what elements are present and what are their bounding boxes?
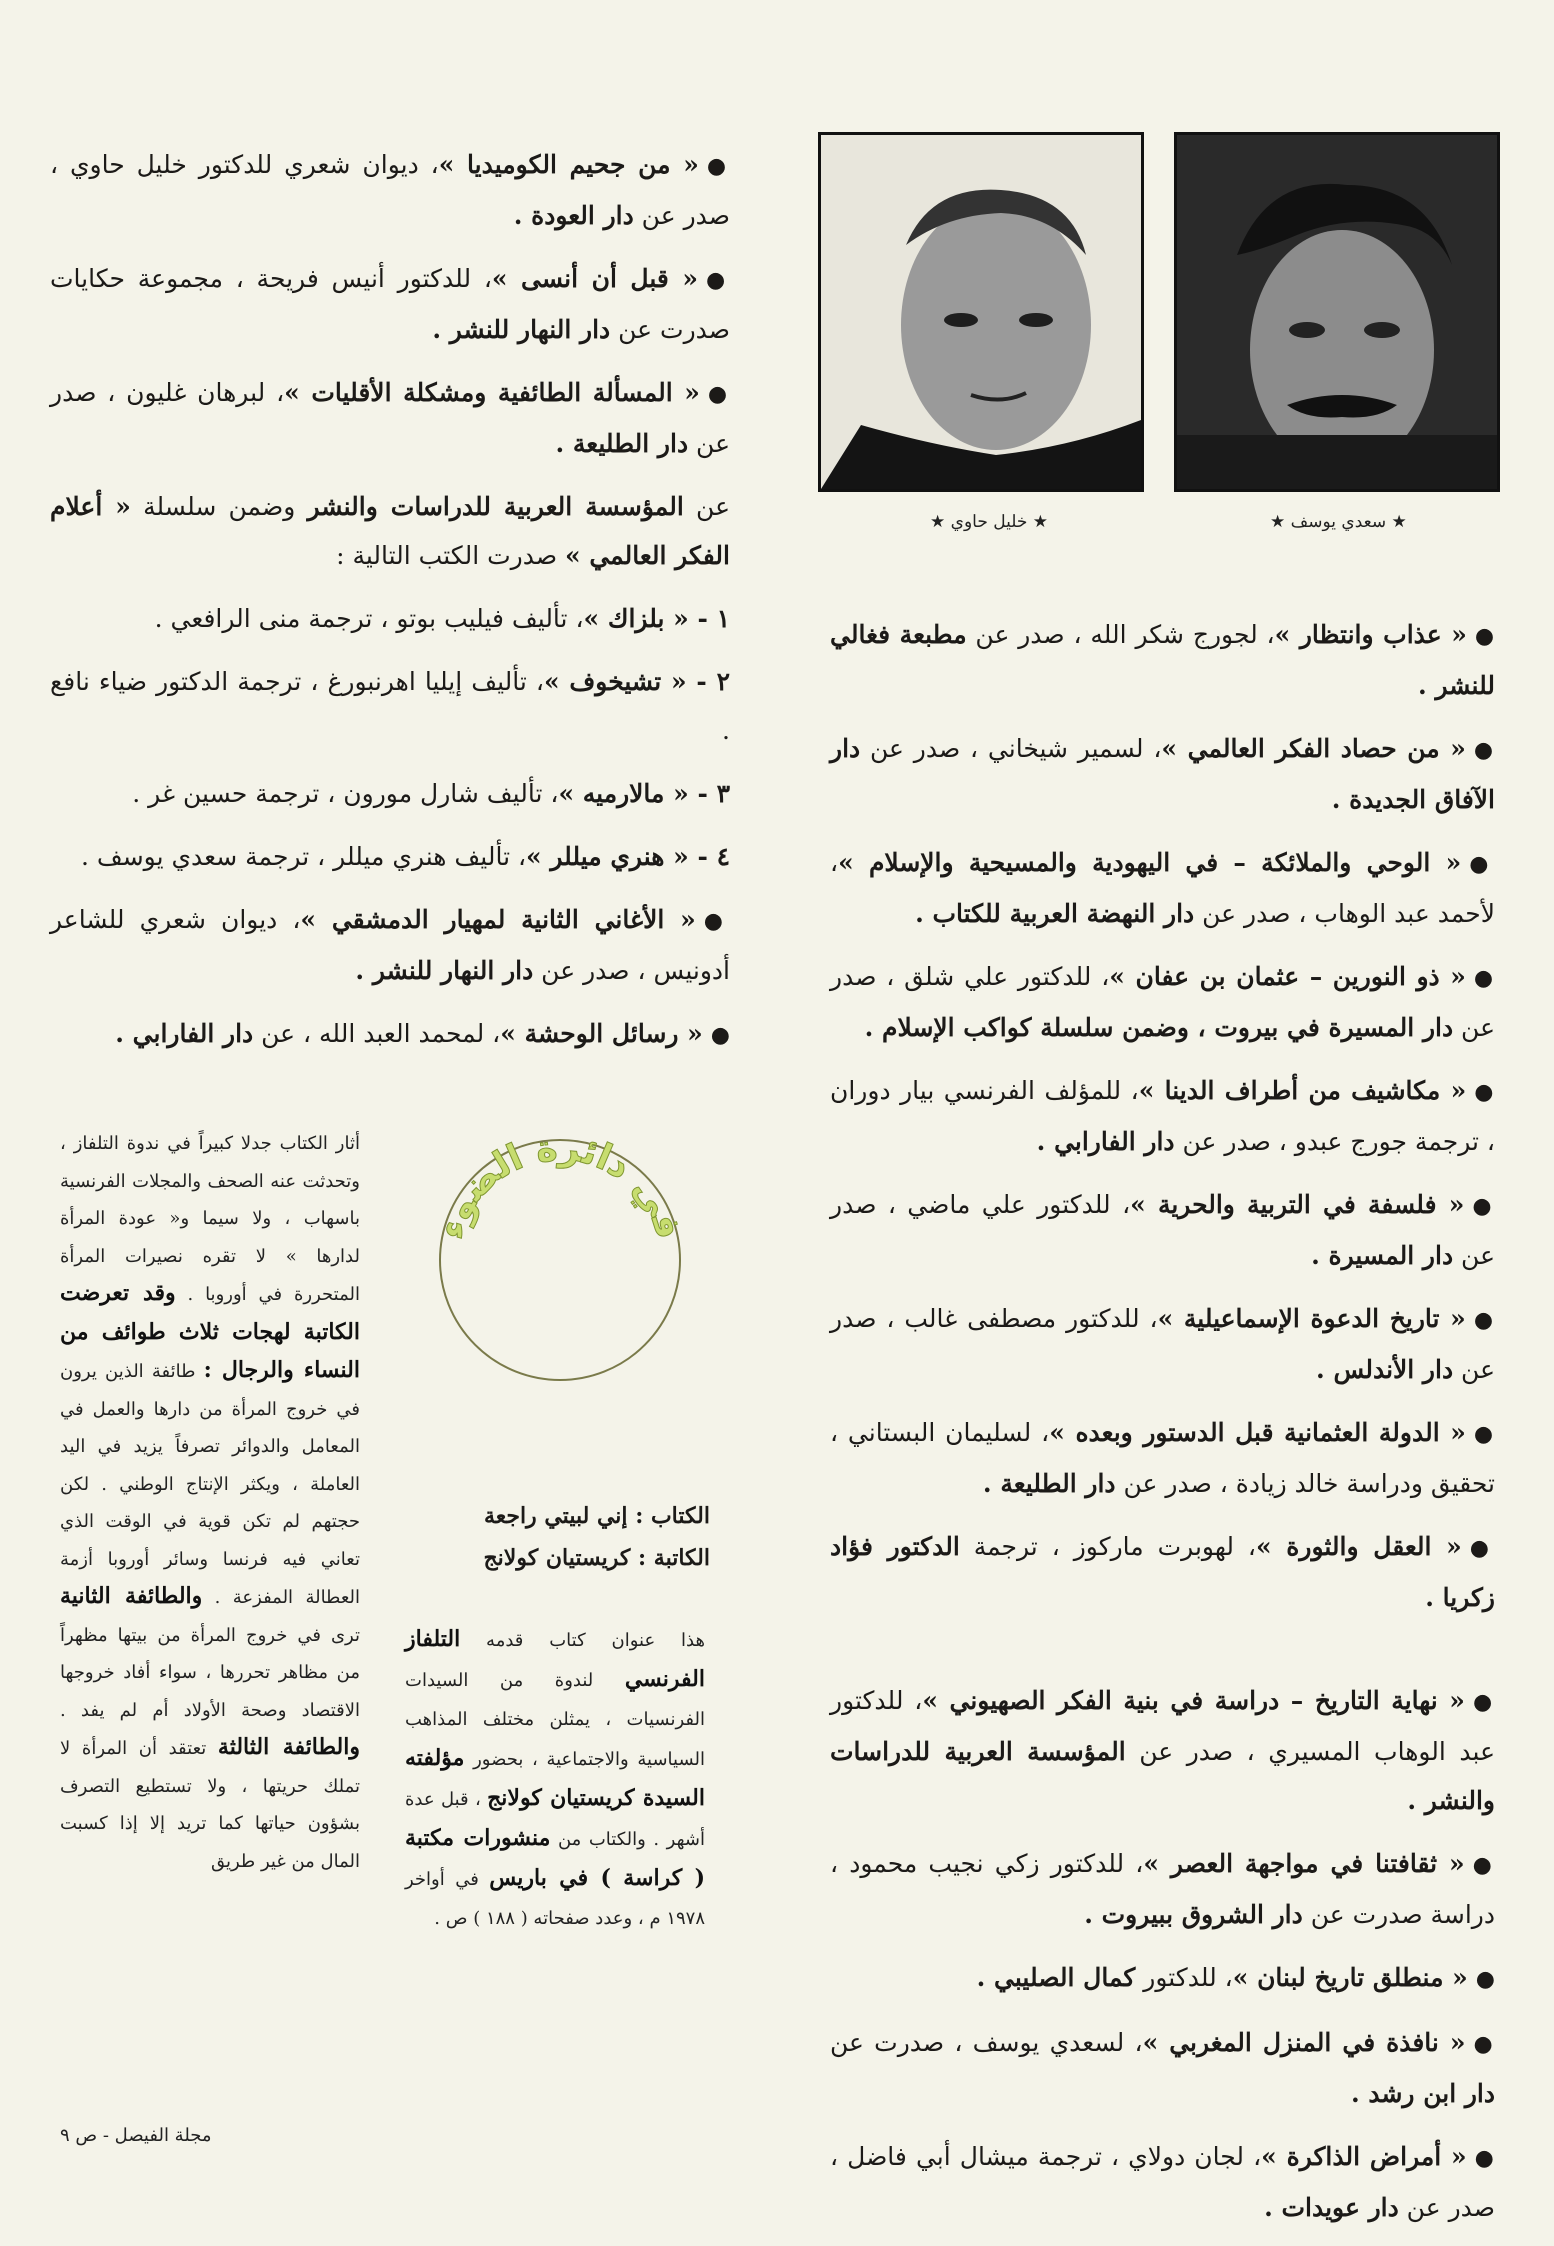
bullet-icon: ● bbox=[710, 1023, 730, 1048]
series-book-title: ٤ - « هنري ميللر » bbox=[526, 842, 730, 871]
item-title: دار الفارابي . bbox=[115, 1019, 254, 1048]
item-title: دار الفارابي . bbox=[1036, 1127, 1175, 1156]
bullet-icon: ● bbox=[1473, 2032, 1495, 2057]
item-detail: ، ديوان شعري للشاعر أدونيس ، صدر عن bbox=[50, 905, 730, 985]
bullet-icon: ● bbox=[1472, 1194, 1495, 1219]
side-text: تعتقد أن المرأة لا تملك حريتها ، ولا تستطيع التصرف بشؤون حياتها كما تريد إلا إذا كسبت المال من غير طريق bbox=[60, 1738, 360, 1872]
item-detail: ، لجورج شكر الله ، صدر عن bbox=[966, 620, 1275, 649]
series-intro-part: « أعلام الفكر العالمي » bbox=[50, 492, 730, 570]
page-footer: مجلة الفيصل - ص ٩ bbox=[60, 2125, 212, 2146]
item-title: كمال الصليبي . bbox=[976, 1963, 1136, 1992]
series-book-detail: ، تأليف إيليا اهرنبورغ ، ترجمة الدكتور ضياء نافع . bbox=[50, 667, 730, 745]
item-detail: ، للدكتور bbox=[1135, 1963, 1233, 1992]
item-title: « الأغاني الثانية لمهيار الدمشقي » bbox=[300, 905, 696, 934]
side-emphasis: والطائفة الثانية bbox=[60, 1583, 203, 1609]
book-listing-item bbox=[50, 1009, 730, 1060]
bullet-icon: ● bbox=[706, 154, 731, 179]
book-listing-item bbox=[830, 1522, 1495, 1622]
item-title: دار المسيرة . bbox=[1311, 1241, 1454, 1270]
item-title: دار النهضة العربية للكتاب . bbox=[915, 899, 1195, 928]
side-text: ترى في خروج المرأة من بيتها مظهراً من مظاهر تحررها ، سواء أفاد خروجها الاقتصاد وصحة الأولاد أم لم يفد . bbox=[60, 1624, 360, 1721]
side-commentary bbox=[60, 1125, 360, 1880]
article-part: منشورات مكتبة ( كراسة ) في باريس bbox=[405, 1825, 705, 1891]
book-meta bbox=[410, 1495, 710, 1579]
book-listing-item bbox=[830, 1839, 1495, 1939]
item-title: « ثقافتنا في مواجهة العصر » bbox=[1143, 1849, 1465, 1878]
side-emphasis: والطائفة الثالثة bbox=[217, 1734, 360, 1760]
series-book-item bbox=[50, 769, 730, 818]
book-listing-item bbox=[830, 838, 1495, 938]
item-title: دار الطليعة . bbox=[982, 1469, 1116, 1498]
article-part: لندوة من السيدات الفرنسيات ، يمثلن مختلف المذاهب السياسية والاجتماعية ، بحضور bbox=[405, 1670, 705, 1770]
bullet-icon: ● bbox=[1474, 2146, 1496, 2171]
article-part: التلفاز الفرنسي bbox=[405, 1626, 705, 1692]
bullet-icon: ● bbox=[1473, 1308, 1495, 1333]
article-part: في أواخر ١٩٧٨ م ، وعدد صفحاته ( ١٨٨ ) ص . bbox=[405, 1869, 705, 1929]
item-detail: ، لجان دولاي ، ترجمة ميشال أبي فاضل ، صدر عن bbox=[830, 2142, 1495, 2222]
bullet-icon: ● bbox=[1474, 624, 1496, 649]
book-listing-item bbox=[830, 1676, 1495, 1825]
photo-khalil-hawi bbox=[818, 132, 1144, 492]
article-text bbox=[405, 1620, 705, 1938]
book-listing-item bbox=[830, 1408, 1495, 1508]
book-listing-item bbox=[830, 610, 1495, 710]
portrait-image bbox=[1177, 135, 1497, 489]
item-title: « تاريخ الدعوة الإسماعيلية » bbox=[1157, 1304, 1466, 1333]
item-detail: ، للدكتور أنيس فريحة ، مجموعة حكايات صدرت عن bbox=[50, 264, 730, 344]
item-detail: ، ديوان شعري للدكتور خليل حاوي ، صدر عن bbox=[50, 150, 730, 230]
item-detail: ، للدكتور زكي نجيب محمود ، دراسة صدرت عن bbox=[830, 1849, 1495, 1929]
item-title: دار العودة . bbox=[513, 201, 634, 230]
item-title: « العقل والثورة » bbox=[1255, 1532, 1462, 1561]
series-intro-part: عن bbox=[683, 492, 730, 521]
item-title: « قبل أن أنسى » bbox=[491, 264, 698, 293]
book-listing-item bbox=[830, 1066, 1495, 1166]
book-author-line: الكاتبة : كريستيان كولانج bbox=[483, 1545, 710, 1571]
item-detail: ، لسمير شيخاني ، صدر عن bbox=[860, 734, 1162, 763]
bullet-icon: ● bbox=[1473, 1422, 1495, 1447]
item-title: « أمراض الذاكرة » bbox=[1261, 2142, 1467, 2171]
item-title: « من جحيم الكوميديا » bbox=[438, 150, 699, 179]
book-listing-item bbox=[830, 1953, 1495, 2004]
circle-logo-icon bbox=[420, 1115, 700, 1395]
bullet-icon: ● bbox=[703, 909, 730, 934]
item-title: دار الطليعة . bbox=[555, 429, 689, 458]
section-logo-text: في دائرة الضوء bbox=[430, 1127, 690, 1244]
item-title: دار النهار للنشر . bbox=[432, 315, 611, 344]
photo-saadi-youssef bbox=[1174, 132, 1500, 492]
item-title: « المسألة الطائفية ومشكلة الأقليات » bbox=[284, 378, 700, 407]
portrait-image bbox=[821, 135, 1141, 489]
book-listing-item bbox=[50, 254, 730, 354]
caption-saadi-youssef: ★ سعدي يوسف ★ bbox=[1270, 512, 1407, 532]
bullet-icon: ● bbox=[706, 268, 731, 293]
bullet-icon: ● bbox=[1473, 738, 1495, 763]
bullet-icon: ● bbox=[1475, 1967, 1495, 1992]
bullet-icon: ● bbox=[707, 382, 730, 407]
item-title: « عذاب وانتظار » bbox=[1274, 620, 1467, 649]
series-book-detail: ، تأليف شارل مورون ، ترجمة حسين غر . bbox=[132, 779, 559, 808]
bullet-icon: ● bbox=[1473, 966, 1495, 991]
item-title: « منطلق تاريخ لبنان » bbox=[1232, 1963, 1468, 1992]
series-book-title: ١ - « بلزاك » bbox=[583, 604, 730, 633]
item-detail: ، للدكتور مصطفى غالب ، صدر عن bbox=[830, 1304, 1495, 1384]
series-intro-part: صدرت الكتب التالية : bbox=[336, 541, 565, 570]
book-listing-item bbox=[830, 1294, 1495, 1394]
item-title: دار النهار للنشر . bbox=[355, 956, 534, 985]
book-listing-item bbox=[830, 2018, 1495, 2118]
series-intro-part: وضمن سلسلة bbox=[130, 492, 308, 521]
item-detail: ، لأحمد عبد الوهاب ، صدر عن bbox=[830, 848, 1495, 928]
item-title: « فلسفة في التربية والحرية » bbox=[1130, 1190, 1465, 1219]
article-part: هذا عنوان كتاب قدمه bbox=[460, 1630, 705, 1651]
side-heading: وقد تعرضت الكاتبة لهجات ثلاث طوائف من النساء والرجال : bbox=[60, 1280, 360, 1383]
item-title: « الدولة العثمانية قبل الدستور وبعده » bbox=[1049, 1418, 1466, 1447]
series-intro bbox=[50, 482, 730, 580]
series-book-item bbox=[50, 832, 730, 881]
series-book-item bbox=[50, 657, 730, 755]
item-detail: ، لسعدي يوسف ، صدرت عن bbox=[830, 2028, 1143, 2057]
item-detail: ، لهوبرت ماركوز ، ترجمة bbox=[959, 1532, 1256, 1561]
bullet-icon: ● bbox=[1472, 1853, 1495, 1878]
item-title: دار الأندلس . bbox=[1316, 1355, 1454, 1384]
item-detail: ، للمؤلف الفرنسي بيار دوران ، ترجمة جورج عبدو ، صدر عن bbox=[830, 1076, 1495, 1156]
item-title: دار الآفاق الجديدة . bbox=[830, 734, 1495, 814]
series-book-title: ٣ - « مالارميه » bbox=[558, 779, 730, 808]
side-text: أثار الكتاب جدلا كبيراً في ندوة التلفاز ، وتحدثت عنه الصحف والمجلات الفرنسية باسهاب ، ولا سيما و« عودة المرأة لدارها » لا تقره نصيرات المرأة المتحررة في أوروبا . bbox=[60, 1133, 360, 1305]
item-detail: ، للدكتور علي شلق ، صدر عن bbox=[830, 962, 1495, 1042]
item-title: المؤسسة العربية للدراسات والنشر . bbox=[830, 1737, 1495, 1815]
series-book-title: ٢ - « تشيخوف » bbox=[543, 667, 730, 696]
item-detail: ، لمحمد العبد الله ، عن bbox=[253, 1019, 501, 1048]
book-listing-item bbox=[830, 2132, 1495, 2232]
item-detail: ، لبرهان غليون ، صدر عن bbox=[50, 378, 730, 458]
book-title-line: الكتاب : إني لبيتي راجعة bbox=[483, 1503, 710, 1529]
item-title: « من حصاد الفكر العالمي » bbox=[1161, 734, 1466, 763]
item-title: « الوحي والملائكة – في اليهودية والمسيحية والإسلام » bbox=[838, 848, 1462, 877]
item-title: « مكاشيف من أطراف الدينا » bbox=[1138, 1076, 1467, 1105]
item-title: « نهاية التاريخ – دراسة في بنية الفكر الصهيوني » bbox=[922, 1686, 1465, 1715]
item-title: « نافذة في المنزل المغربي » bbox=[1142, 2028, 1466, 2057]
item-title: « ذو النورين – عثمان بن عفان » bbox=[1109, 962, 1466, 991]
series-book-item bbox=[50, 594, 730, 643]
bullet-icon: ● bbox=[1472, 1690, 1495, 1715]
bullet-icon: ● bbox=[1469, 1536, 1495, 1561]
book-listing-item bbox=[50, 895, 730, 995]
book-listing-item bbox=[830, 952, 1495, 1052]
right-column bbox=[830, 610, 1495, 2246]
book-listing-item bbox=[50, 140, 730, 240]
section-logo bbox=[420, 1115, 700, 1395]
series-book-detail: ، تأليف فيليب بوتو ، ترجمة منى الرافعي . bbox=[154, 604, 584, 633]
bullet-icon: ● bbox=[1469, 852, 1495, 877]
item-title: « رسائل الوحشة » bbox=[500, 1019, 703, 1048]
item-detail: ، للدكتور عبد الوهاب المسيري ، صدر عن bbox=[830, 1686, 1495, 1766]
book-listing-item bbox=[830, 1180, 1495, 1280]
item-title: مطبعة فغالي للنشر . bbox=[830, 620, 1495, 700]
item-title: دار المسيرة في بيروت ، وضمن سلسلة كواكب الإسلام . bbox=[864, 1013, 1454, 1042]
item-title: الدكتور فؤاد زكريا . bbox=[830, 1532, 1495, 1612]
item-title: دار ابن رشد . bbox=[1350, 2079, 1495, 2108]
side-text: طائفة الذين يرون في خروج المرأة من دارها والعمل في المعامل والدوائر تصرفاً يزيد في اليد العاملة ، ويكثر الإنتاج الوطني . لكن حجتهم لم تكن قوية في الوقت الذي تعاني فيه فرنسا وسائر أوروبا أزمة العطالة المفزعة . bbox=[60, 1361, 360, 1608]
article-part: ، قبل عدة أشهر . والكتاب من bbox=[405, 1789, 705, 1850]
article-part: مؤلفته السيدة كريستيان كولانج bbox=[405, 1745, 705, 1811]
left-column bbox=[50, 140, 730, 1074]
item-detail: ، لسليمان البستاني ، تحقيق ودراسة خالد زيادة ، صدر عن bbox=[830, 1418, 1495, 1498]
item-title: دار عويدات . bbox=[1264, 2193, 1399, 2222]
book-listing-item bbox=[830, 724, 1495, 824]
series-intro-part: المؤسسة العربية للدراسات والنشر bbox=[307, 492, 684, 521]
item-title: دار الشروق ببيروت . bbox=[1084, 1900, 1303, 1929]
series-book-detail: ، تأليف هنري ميللر ، ترجمة سعدي يوسف . bbox=[80, 842, 527, 871]
book-listing-item bbox=[50, 368, 730, 468]
caption-khalil-hawi: ★ خليل حاوي ★ bbox=[930, 512, 1049, 532]
item-detail: ، للدكتور علي ماضي ، صدر عن bbox=[830, 1190, 1495, 1270]
bullet-icon: ● bbox=[1474, 1080, 1495, 1105]
